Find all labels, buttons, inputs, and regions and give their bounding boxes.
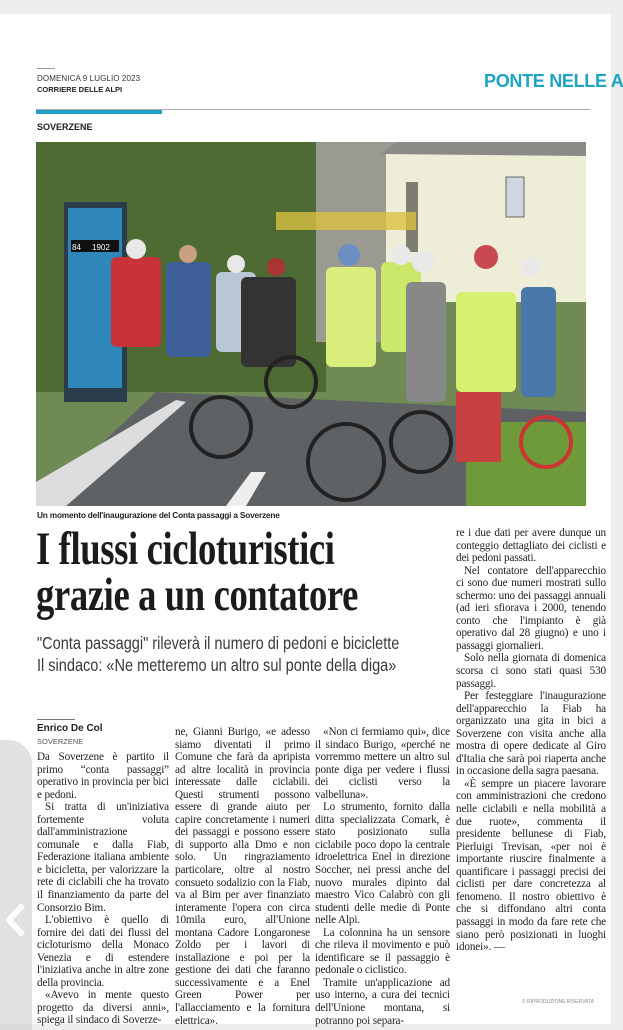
section-title: PONTE NELLE A [484,71,623,91]
copyright-notice: © RIPRODUZIONE RISERVATA [522,999,594,1005]
headline-line: grazie a un contatore [36,569,359,621]
paragraph: Si tratta di un'iniziativa fortemente voluta dall'amministrazione comunale e dalla Fiab, Federazione italiana ambiente e bicicletta, per valorizzare la rete di ciclabili che ha trovato il finanziamento da parte del Consorzio Bim. [37,801,169,914]
headline-line: I flussi cicloturistici [36,523,335,575]
paragraph: «Avevo in mente questo progetto da diversi anni», spiega il sindaco di Soverze- [37,989,169,1027]
subheadline [37,632,399,676]
divider [37,719,75,720]
paragraph: Per festeggiare l'inaugurazione dell'apparecchio la Fiab ha organizzato una gita in bici a Soverzene con visita anche alla mostra di opere dedicate al Giro d'Italia che sarà poi riaperta anche in occasione della sagra paesana. [456,690,606,778]
paragraph: Solo nella giornata di domenica scorsa ci sono stati quasi 530 passaggi. [456,652,606,690]
article-column-3 [315,726,450,1026]
paragraph: La colonnina ha un sensore che rileva il movimento e può identificare se il passaggio è pedonale o ciclistico. [315,926,450,977]
paragraph: «Non ci fermiamo qui», dice il sindaco Burigo, «perché ne vorremmo mettere un altro sul ponte diga per vedere i flussi dei ciclisti verso la valbelluna». [315,726,450,801]
subheadline-line: Il sindaco: «Ne metteremo un altro sul ponte della diga» [37,655,397,675]
issue-date: DOMENICA 9 LUGLIO 2023 [37,74,141,83]
subheadline-line: "Conta passaggi" rileverà il numero di pedoni e biciclette [37,633,400,653]
counter-daily: 84 [72,243,81,252]
paragraph: Tramite un'applicazione ad uso interno, a cura dei tecnici dell'Unione montana, si potranno poi separa- [315,976,450,1027]
divider [37,68,55,69]
author-name: Enrico De Col [37,723,103,734]
article-photo [36,142,586,506]
newspaper-name: CORRIERE DELLE ALPI [37,85,123,94]
paragraph: re i due dati per avere dunque un conteggio dettagliato dei ciclisti e dei pedoni passati. [456,527,606,565]
article-column-4 [456,527,606,1014]
chevron-left-icon[interactable] [4,900,28,940]
headline [36,523,359,621]
accent-bar [36,110,162,114]
article-column-2 [175,726,310,1027]
paragraph: «È sempre un piacere lavorare con amministrazioni che credono nelle ciclabili e nella mobilità a due ruote», commenta il presidente bellunese di Fiab, Pierluigi Trevisan, «per noi è importante riuscire finalmente a quantificare i passaggi precisi dei ciclisti per dare concretezza al fenomeno. Il nostro obiettivo è che si diffondano altri conta passaggi in modo da fare rete che siano però posizionati in luoghi idonei». — [456,777,606,954]
paragraph: Lo strumento, fornito dalla ditta specializzata Comark, è stato posizionato sulla ciclabile poco dopo la centrale idroelettrica Enel in direzione Soccher, nei pressi anche del nuovo murales dipinto dal maestro Vico Calabrò con gli studenti delle medie di Ponte nelle Alpi. [315,801,450,927]
author-place: SOVERZENE [37,737,84,746]
place-label: SOVERZENE [37,122,93,132]
paragraph: Nel contatore dell'apparecchio ci sono due numeri mostrati sullo schermo: uno dei passaggi annuali (ad ieri sfiorava i 2000, tenendo conto che l'impianto è già operativo dal 28 giugno) e uno i passaggi giornalieri. [456,564,606,652]
back-swipe-indicator[interactable] [0,740,32,1030]
paragraph: Da Soverzene è partito il primo “conta passaggi” operativo in provincia per bici e pedoni. [37,751,169,801]
counter-total: 1902 [92,243,110,252]
photo-caption: Un momento dell'inaugurazione del Conta passaggi a Soverzene [37,510,280,520]
newspaper-page [0,14,623,1027]
paragraph: ne, Gianni Burigo, «e adesso siamo diventati il primo Comune che farà da apripista ad altre località in provincia interessate dalle ciclabili. Questi strumenti possono essere di grande aiuto per capire concretamente i numeri dei passaggi e possono essere di supporto alla Dmo e non solo. Un ringraziamento particolare, oltre al nostro consueto sodalizio con la Fiab, va al Bim per aver finanziato interamente l'opera con circa 10mila euro, all'Unione montana Cadore Longaronese Zoldo per i lavori di installazione e poi per la gestione dei dati che faranno successivamente e a Enel Green Power per l'allacciamento e la fornitura elettrica». [175,726,310,1027]
paragraph: L'obiettivo è quello di fornire dei dati dei flussi del cicloturismo della Monaco Venezia e di estendere l'iniziativa anche in altre zone della provincia. [37,914,169,989]
article-column-1 [37,751,169,1027]
